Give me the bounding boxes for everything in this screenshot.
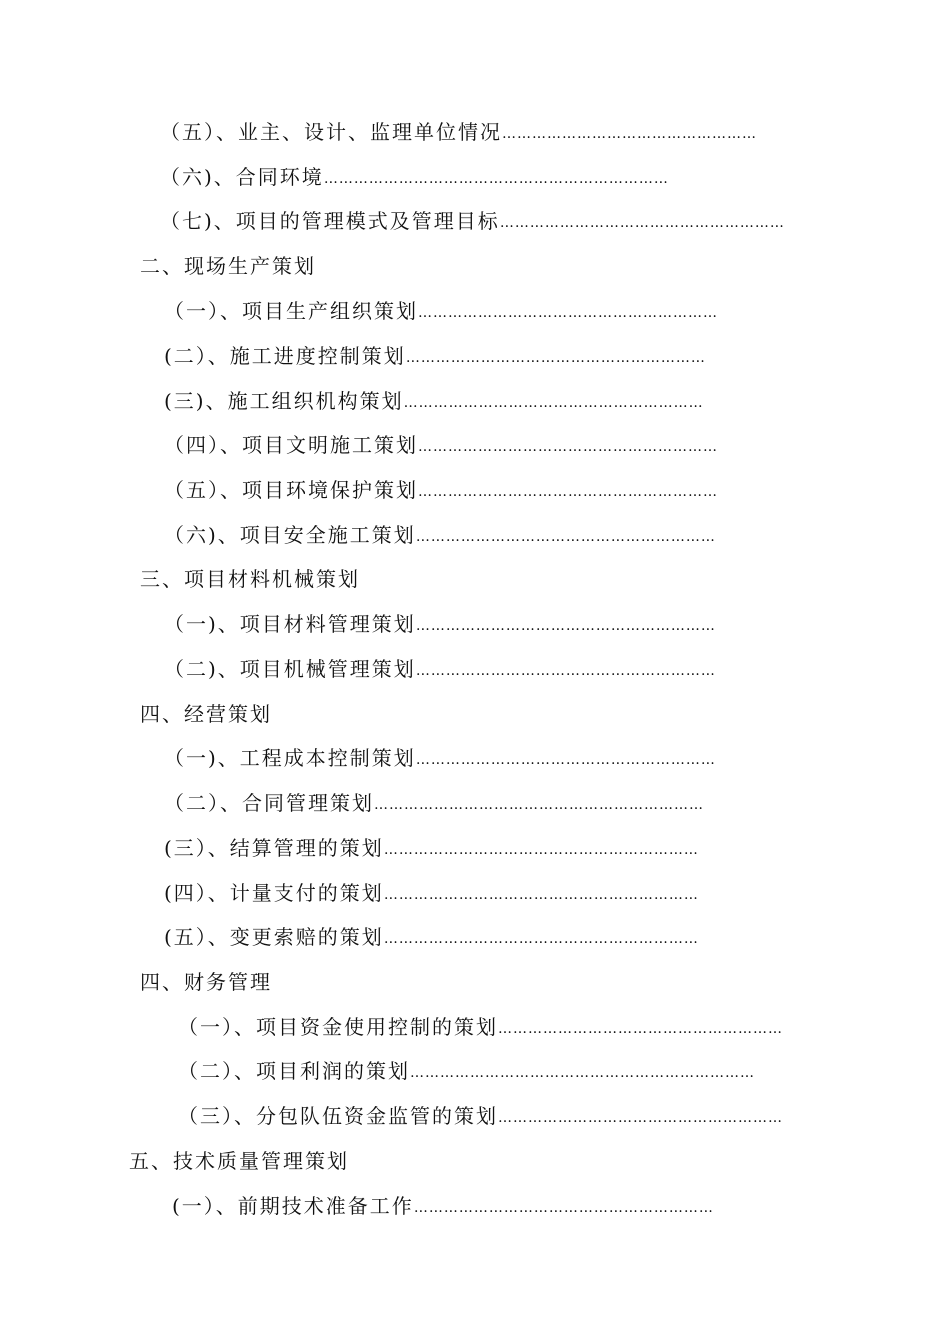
toc-entry bbox=[164, 833, 699, 863]
toc-entry bbox=[164, 341, 706, 371]
toc-entry bbox=[164, 922, 699, 952]
toc-entry-label: （二)、项目机械管理策划 bbox=[164, 657, 416, 681]
toc-section-heading bbox=[129, 1146, 349, 1176]
toc-section-title: 四、财务管理 bbox=[140, 970, 272, 994]
toc-entry bbox=[164, 743, 716, 773]
toc-entry-label: (四）、计量支付的策划 bbox=[164, 881, 384, 905]
toc-entry-label: （一)、工程成本控制策划 bbox=[164, 746, 416, 770]
toc-entry bbox=[164, 520, 716, 550]
toc-entry-label: （二）、项目利润的策划 bbox=[178, 1059, 410, 1083]
toc-section-heading bbox=[140, 699, 272, 729]
toc-dot-leader: ……………………………………………………… bbox=[383, 931, 699, 947]
toc-dot-leader: ………………………………………………… bbox=[498, 1021, 783, 1037]
toc-dot-leader: …………………………………………………… bbox=[405, 350, 706, 366]
toc-entry bbox=[160, 206, 785, 236]
toc-dot-leader: ……………………………………………………… bbox=[383, 842, 699, 858]
toc-dot-leader: ………………………………………………… bbox=[498, 1110, 783, 1126]
toc-entry-label: (三)、施工组织机构策划 bbox=[164, 389, 404, 413]
toc-entry bbox=[160, 117, 757, 147]
toc-entry-label: （一）、项目资金使用控制的策划 bbox=[178, 1015, 498, 1039]
toc-entry-label: （二）、合同管理策划 bbox=[164, 791, 374, 815]
toc-entry bbox=[164, 788, 704, 818]
toc-dot-leader: …………………………………………………………… bbox=[323, 171, 669, 187]
toc-dot-leader: …………………………………………… bbox=[502, 126, 757, 142]
toc-dot-leader: …………………………………………………… bbox=[413, 1200, 714, 1216]
toc-entry bbox=[172, 1191, 714, 1221]
toc-section-title: 三、项目材料机械策划 bbox=[140, 567, 360, 591]
toc-section-title: 五、技术质量管理策划 bbox=[129, 1149, 349, 1173]
toc-entry bbox=[160, 162, 669, 192]
toc-entry bbox=[178, 1056, 755, 1086]
toc-entry-label: （七)、项目的管理模式及管理目标 bbox=[160, 209, 500, 233]
toc-entry-label: （五）、项目环境保护策划 bbox=[164, 478, 418, 502]
toc-dot-leader: …………………………………………………………… bbox=[410, 1065, 755, 1081]
toc-section-title: 四、经营策划 bbox=[140, 702, 272, 726]
toc-entry-label: (二）、施工进度控制策划 bbox=[164, 344, 406, 368]
toc-section-heading bbox=[140, 967, 272, 997]
toc-entry-label: （三）、分包队伍资金监管的策划 bbox=[178, 1104, 498, 1128]
toc-dot-leader: …………………………………………………… bbox=[415, 618, 716, 634]
toc-entry-label: （四）、项目文明施工策划 bbox=[164, 433, 418, 457]
toc-entry bbox=[164, 296, 718, 326]
toc-dot-leader: ……………………………………………………… bbox=[383, 887, 699, 903]
toc-entry bbox=[178, 1101, 783, 1131]
toc-entry bbox=[164, 609, 716, 639]
toc-entry-label: （六)、项目安全施工策划 bbox=[164, 523, 416, 547]
toc-dot-leader: ………………………………………………………… bbox=[374, 797, 704, 813]
toc-entry-label: （一）、项目生产组织策划 bbox=[164, 299, 418, 323]
toc-entry bbox=[164, 878, 699, 908]
toc-section-heading bbox=[140, 251, 316, 281]
toc-entry-label: （一)、项目材料管理策划 bbox=[164, 612, 416, 636]
toc-entry-label: (一）、前期技术准备工作 bbox=[172, 1194, 414, 1218]
toc-dot-leader: …………………………………………………… bbox=[415, 663, 716, 679]
toc-dot-leader: …………………………………………………… bbox=[418, 484, 718, 500]
toc-dot-leader: …………………………………………………… bbox=[403, 395, 704, 411]
toc-entry-label: (三）、结算管理的策划 bbox=[164, 836, 384, 860]
toc-entry bbox=[164, 654, 716, 684]
toc-entry-label: （六)、合同环境 bbox=[160, 165, 324, 189]
toc-entry bbox=[164, 386, 704, 416]
toc-section-heading bbox=[140, 564, 360, 594]
toc-dot-leader: …………………………………………………… bbox=[415, 529, 716, 545]
toc-entry-label: (五）、变更索赔的策划 bbox=[164, 925, 384, 949]
toc-entry-label: （五）、业主、设计、监理单位情况 bbox=[160, 120, 502, 144]
toc-entry bbox=[164, 475, 718, 505]
toc-entry bbox=[178, 1012, 783, 1042]
toc-dot-leader: …………………………………………………… bbox=[418, 305, 718, 321]
toc-section-title: 二、现场生产策划 bbox=[140, 254, 316, 278]
toc-dot-leader: ………………………………………………… bbox=[499, 215, 785, 231]
toc-entry bbox=[164, 430, 718, 460]
toc-dot-leader: …………………………………………………… bbox=[415, 752, 716, 768]
toc-dot-leader: …………………………………………………… bbox=[418, 439, 718, 455]
